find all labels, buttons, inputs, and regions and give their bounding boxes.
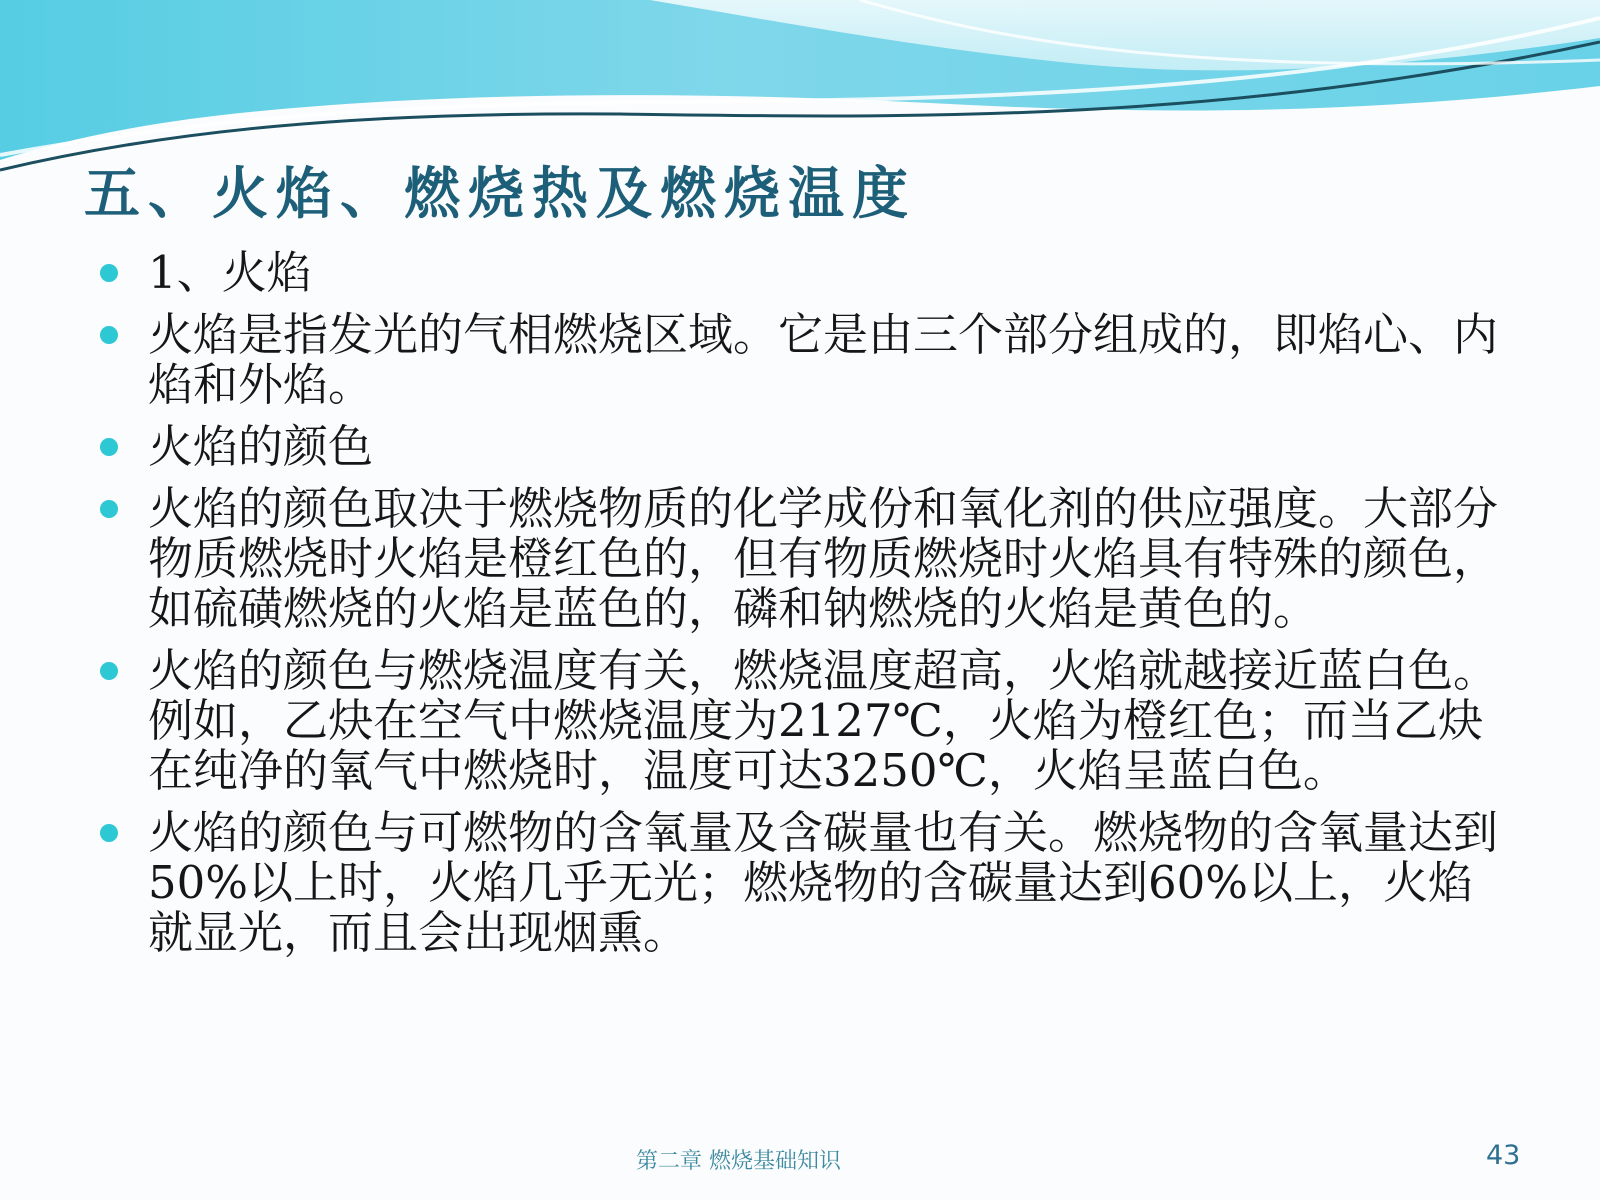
bullet-text: 火焰的颜色与可燃物的含氧量及含碳量也有关。燃烧物的含氧量达到50%以上时，火焰几乎无光；燃烧物的含碳量达到60%以上，火焰就显光，而且会出现烟熏。 [148,806,1499,959]
bullet-item [100,646,1500,796]
bullet-text: 火焰的颜色取决于燃烧物质的化学成份和氧化剂的供应强度。大部分物质燃烧时火焰是橙红色的，但有物质燃烧时火焰具有特殊的颜色，如硫磺燃烧的火焰是蓝色的，磷和钠燃烧的火焰是黄色的。 [148,482,1499,635]
bullet-item [100,310,1500,410]
dot-bullet-icon [100,264,118,282]
bullet-text: 火焰的颜色 [148,420,374,473]
dot-bullet-icon [100,500,118,518]
dot-bullet-icon [100,438,118,456]
bullet-item [100,484,1500,634]
bullet-text: 1、火焰 [148,246,312,299]
bullet-text: 火焰是指发光的气相燃烧区域。它是由三个部分组成的，即焰心、内焰和外焰。 [148,308,1499,411]
dot-bullet-icon [100,662,118,680]
chapter-footer: 第二章 燃烧基础知识 [636,1149,841,1174]
bullet-item [100,248,1500,298]
dot-bullet-icon [100,824,118,842]
bullet-item [100,808,1500,958]
dot-bullet-icon [100,326,118,344]
page-number: 43 [1486,1140,1521,1171]
bullet-list [100,248,1500,970]
slide-title: 五、火焰、燃烧热及燃烧温度 [84,161,916,227]
bullet-text: 火焰的颜色与燃烧温度有关，燃烧温度超高，火焰就越接近蓝白色。例如，乙炔在空气中燃烧温度为2127℃，火焰为橙红色；而当乙炔在纯净的氧气中燃烧时，温度可达3250℃，火焰呈蓝白色。 [148,644,1499,797]
bullet-item [100,422,1500,472]
